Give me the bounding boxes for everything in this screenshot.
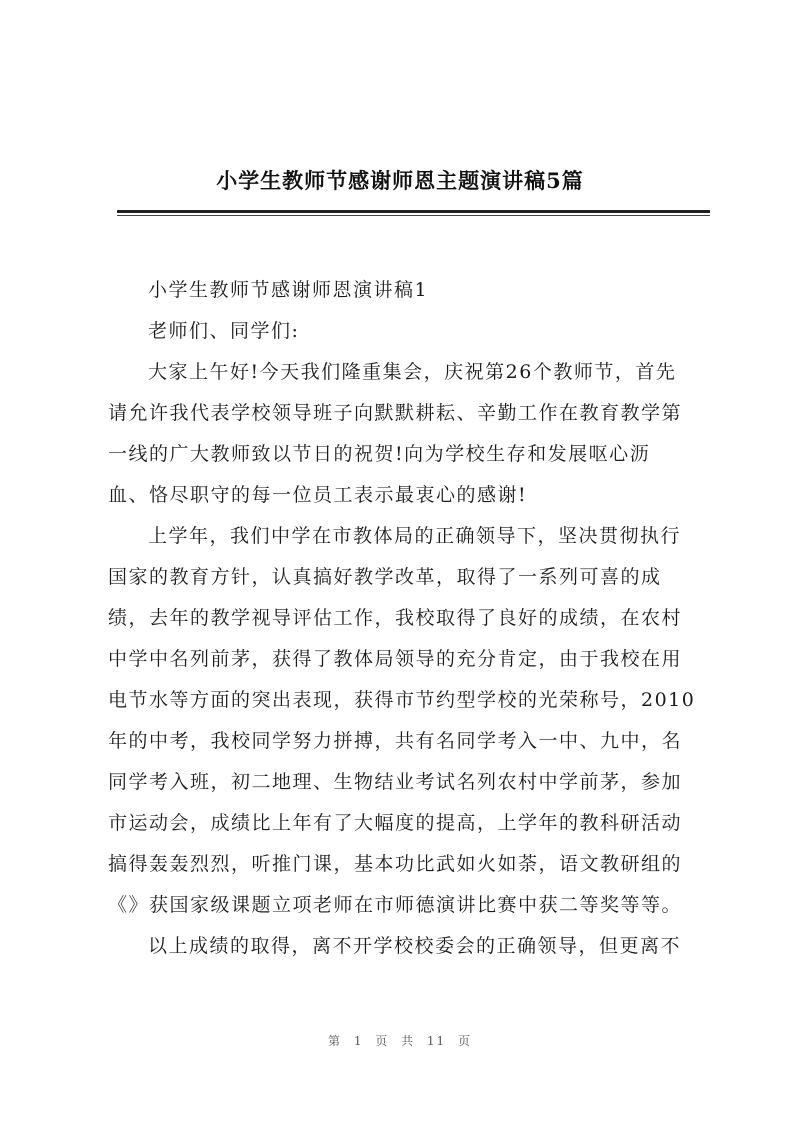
- title-divider-thin: [117, 215, 710, 216]
- document-title: 小学生教师节感谢师恩主题演讲稿5篇: [216, 168, 584, 193]
- paragraph-line: 上学年，我们中学在市教体局的正确领导下，坚决贯彻执行: [148, 525, 682, 547]
- paragraph-line: 中学中名列前茅，获得了教体局领导的充分肯定，由于我校在用: [108, 648, 683, 670]
- paragraph-line: 请允许我代表学校领导班子向默默耕耘、辛勤工作在教育教学第: [108, 402, 683, 424]
- paragraph-line: 《》获国家级课题立项老师在市师德演讲比赛中获二等奖等等。: [108, 894, 683, 916]
- page-footer: 第 1 页 共 11 页: [328, 1034, 472, 1048]
- paragraph-line: 绩，去年的教学视导评估工作，我校取得了良好的成绩，在农村: [108, 607, 683, 629]
- section-heading: 小学生教师节感谢师恩演讲稿1: [148, 279, 429, 301]
- paragraph-line: 国家的教育方针，认真搞好教学改革，取得了一系列可喜的成: [108, 566, 662, 588]
- paragraph-line: 市运动会，成绩比上年有了大幅度的提高，上学年的教科研活动: [108, 812, 683, 834]
- paragraph-line: 血、恪尽职守的每一位员工表示最衷心的感谢!: [108, 484, 528, 506]
- paragraph-line: 大家上午好!今天我们隆重集会，庆祝第26个教师节，首先: [148, 361, 677, 383]
- paragraph-line: 年的中考，我校同学努力拼搏，共有名同学考入一中、九中，名: [108, 730, 683, 752]
- paragraph-line: 电节水等方面的突出表现，获得市节约型学校的光荣称号，2010: [108, 689, 696, 711]
- title-divider-thick: [117, 210, 710, 213]
- salutation: 老师们、同学们:: [148, 320, 300, 342]
- paragraph-line: 同学考入班，初二地理、生物结业考试名列农村中学前茅，参加: [108, 771, 683, 793]
- document-body: [108, 270, 712, 967]
- paragraph-line: 搞得轰轰烈烈，听推门课，基本功比武如火如荼，语文教研组的: [108, 853, 683, 875]
- paragraph-line: 以上成绩的取得，离不开学校校委会的正确领导，但更离不: [148, 935, 682, 957]
- paragraph-line: 一线的广大教师致以节日的祝贺!向为学校生存和发展呕心沥: [108, 443, 651, 465]
